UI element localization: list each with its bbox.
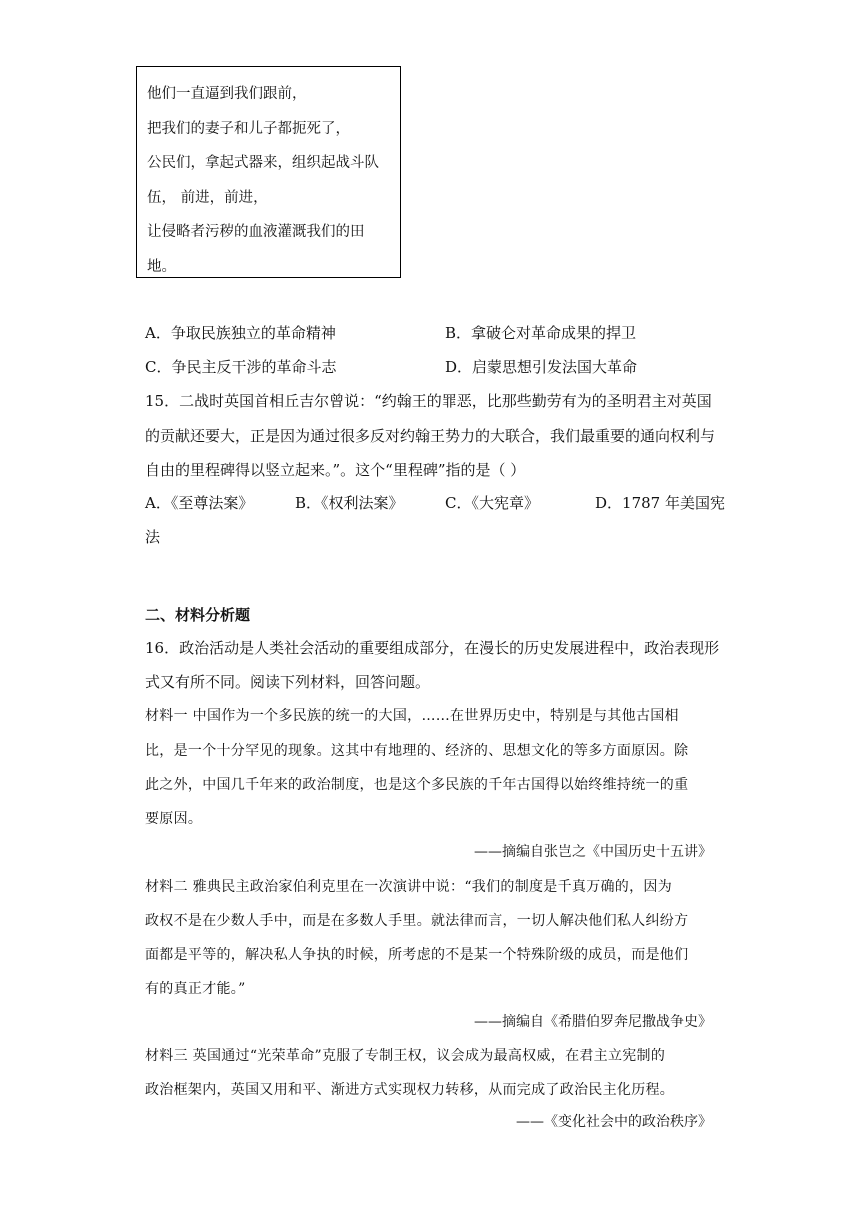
q15-option-a[interactable]: A．《至尊法案》 bbox=[145, 494, 254, 512]
q14-option-b[interactable]: B．拿破仑对革命成果的捍卫 bbox=[445, 324, 637, 342]
q14-option-c[interactable]: C．争民主反干涉的革命斗志 bbox=[145, 358, 337, 376]
poem-line: 伍， 前进，前进， bbox=[147, 189, 268, 206]
material-2-line: 有的真正才能。” bbox=[145, 981, 246, 997]
poem-line: 让侵略者污秽的血液灌溉我们的田 bbox=[147, 224, 365, 241]
material-1-line: 此之外，中国几千年来的政治制度，也是这个多民族的千年古国得以始终维持统一的重 bbox=[145, 777, 689, 793]
poem-line: 他们一直逼到我们跟前， bbox=[147, 86, 307, 102]
material-3-line: 政治框架内，英国又用和平、渐进方式实现权力转移，从而完成了政治民主化历程。 bbox=[145, 1082, 675, 1098]
material-3-line: 材料三 英国通过“光荣革命”克服了专制王权，议会成为最高权威，在君主立宪制的 bbox=[145, 1048, 666, 1064]
q15-stem-line: 自由的里程碑得以竖立起来。”。这个“里程碑”指的是（ ） bbox=[145, 461, 526, 479]
poem-line: 地。 bbox=[147, 258, 176, 275]
q15-option-c[interactable]: C．《大宪章》 bbox=[445, 494, 539, 512]
material-2-line: 面都是平等的，解决私人争执的时候，所考虑的不是某一个特殊阶级的成员，而是他们 bbox=[145, 947, 689, 963]
material-2-line: 材料二 雅典民主政治家伯利克里在一次演讲中说：“我们的制度是千真万确的，因为 bbox=[145, 879, 673, 895]
q16-stem-line: 16．政治活动是人类社会活动的重要组成部分，在漫长的历史发展进程中，政治表现形 bbox=[145, 639, 720, 657]
material-1-line: 要原因。 bbox=[145, 811, 203, 827]
material-1-line: 材料一 中国作为一个多民族的统一的大国，……在世界历史中，特别是与其他古国相 bbox=[145, 708, 679, 724]
section-title: 二、材料分析题 bbox=[145, 606, 251, 624]
q15-option-b[interactable]: B．《权利法案》 bbox=[295, 494, 404, 512]
poem-line: 把我们的妻子和儿子都扼死了， bbox=[147, 120, 350, 137]
material-2-line: 政权不是在少数人手中，而是在多数人手里。就法律而言，一切人解决他们私人纠纷方 bbox=[145, 913, 689, 929]
q15-stem-line: 15．二战时英国首相丘吉尔曾说：“约翰王的罪恶，比那些勤劳有为的圣明君主对英国 bbox=[145, 392, 712, 410]
poem-box bbox=[136, 66, 401, 278]
poem-line: 公民们，拿起式器来，组织起战斗队 bbox=[147, 155, 379, 172]
q16-stem-line: 式又有所不同。阅读下列材料，回答问题。 bbox=[145, 673, 431, 691]
q14-option-d[interactable]: D．启蒙思想引发法国大革命 bbox=[445, 358, 638, 376]
q14-option-a[interactable]: A．争取民族独立的革命精神 bbox=[145, 324, 336, 342]
material-1-source: ——摘编自张岂之《中国历史十五讲》 bbox=[474, 844, 712, 860]
material-3-source: ——《变化社会中的政治秩序》 bbox=[516, 1114, 712, 1130]
q15-stem-line: 的贡献还要大，正是因为通过很多反对约翰王势力的大联合，我们最重要的通向权利与 bbox=[145, 427, 716, 445]
material-1-line: 比，是一个十分罕见的现象。这其中有地理的、经济的、思想文化的等多方面原因。除 bbox=[145, 743, 689, 759]
material-2-source: ——摘编自《希腊伯罗奔尼撒战争史》 bbox=[474, 1014, 712, 1030]
q15-option-d[interactable]: D．1787 年美国宪 bbox=[595, 494, 725, 512]
q15-option-d-continued: 法 bbox=[145, 528, 161, 546]
